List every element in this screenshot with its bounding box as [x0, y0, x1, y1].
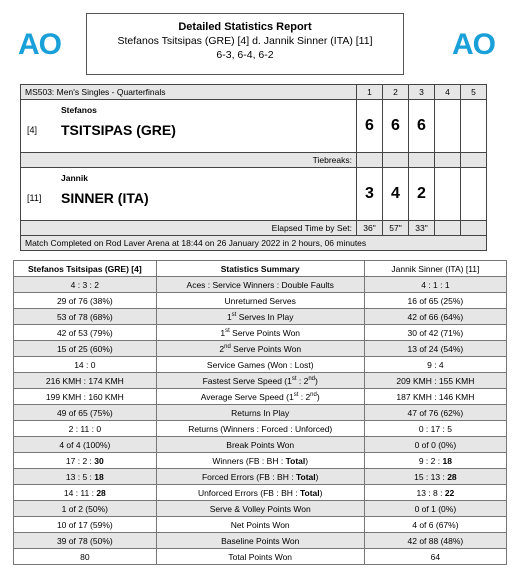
text-part: 17 : 2 : [65, 455, 95, 466]
text-part: 18 [94, 471, 104, 482]
player1-cell [21, 100, 357, 153]
text-part: 29 of 76 (38%) [56, 295, 113, 306]
text-part: 30 [94, 455, 104, 466]
stats-row [14, 421, 507, 437]
stat-label [156, 341, 364, 357]
match-completion-note: Match Completed on Rod Laver Arena at 18:44 on 26 January 2022 in 2 hours, 06 minutes [21, 236, 487, 251]
player1-stat [14, 533, 157, 549]
text-part: 9 : 4 [427, 359, 444, 370]
player1-set-score [461, 100, 487, 153]
set-number: 3 [409, 85, 435, 100]
elapsed-time: 57" [383, 221, 409, 236]
player1-stat [14, 517, 157, 533]
text-part: 14 : 11 : [63, 487, 97, 498]
report-title: Detailed Statistics Report [178, 21, 312, 33]
match-subtitle: Stefanos Tsitsipas (GRE) [4] d. Jannik Sinner (ITA) [11] [117, 35, 373, 47]
text-part: Total [299, 487, 320, 498]
text-part: 2 [219, 343, 225, 354]
set-number: 1 [357, 85, 383, 100]
text-part: 64 [430, 551, 441, 562]
stat-label [156, 389, 364, 405]
text-part: 16 of 65 (25%) [407, 295, 464, 306]
player1-stat [14, 357, 157, 373]
text-part: Aces : Service Winners : Double Faults [186, 279, 334, 290]
player1-last-name: TSITSIPAS (GRE) [61, 122, 176, 138]
text-part: Serve & Volley Points Won [209, 503, 311, 514]
player1-set-score: 6 [357, 100, 383, 153]
text-part: 28 [96, 487, 106, 498]
stat-label [156, 501, 364, 517]
stats-header-player1: Stefanos Tsitsipas (GRE) [4] [14, 261, 157, 277]
text-part: : 2 [296, 375, 309, 386]
elapsed-time [461, 221, 487, 236]
stats-row [14, 437, 507, 453]
text-part: Serve Points Won [229, 327, 301, 338]
player1-set-score: 6 [409, 100, 435, 153]
player2-stat [364, 325, 506, 341]
text-part: 187 KMH : 146 KMH [396, 391, 475, 402]
text-part: ) [315, 375, 318, 386]
player2-stat [364, 453, 506, 469]
ao-logo-left: AO [18, 28, 61, 61]
tiebreak-cell [435, 153, 461, 168]
stat-label [156, 453, 364, 469]
player2-stat [364, 549, 506, 565]
player2-set-score [461, 168, 487, 221]
stat-label [156, 405, 364, 421]
player1-first-name: Stefanos [61, 105, 97, 115]
player2-stat [364, 517, 506, 533]
player2-set-score: 2 [409, 168, 435, 221]
text-part: 39 of 78 (50%) [56, 535, 113, 546]
text-part: Baseline Points Won [221, 535, 300, 546]
text-part: 0 : 17 : 5 [418, 423, 452, 434]
text-part: 4 of 6 (67%) [412, 519, 459, 530]
stats-row [14, 405, 507, 421]
player2-set-score: 3 [357, 168, 383, 221]
text-part: 4 of 4 (100%) [59, 439, 111, 450]
text-part: 9 : 2 : [418, 455, 443, 466]
player1-stat [14, 421, 157, 437]
superscript: st [293, 391, 299, 398]
stats-row [14, 533, 507, 549]
stats-row [14, 389, 507, 405]
text-part: 14 : 0 [74, 359, 96, 370]
text-part: 30 of 42 (71%) [407, 327, 464, 338]
set-number: 4 [435, 85, 461, 100]
stat-label [156, 517, 364, 533]
stat-label [156, 437, 364, 453]
text-part: Total [285, 455, 306, 466]
stat-label [156, 293, 364, 309]
text-part: Average Serve Speed (1 [200, 391, 294, 402]
stats-row [14, 517, 507, 533]
text-part: 209 KMH : 155 KMH [396, 375, 475, 386]
stats-row [14, 453, 507, 469]
tiebreak-cell [357, 153, 383, 168]
player1-stat [14, 469, 157, 485]
elapsed-time: 33" [409, 221, 435, 236]
text-part: Unreturned Serves [224, 295, 296, 306]
text-part: ) [316, 391, 320, 402]
text-part: 13 : 8 : [416, 487, 445, 498]
statistics-table [13, 260, 507, 565]
stat-label [156, 373, 364, 389]
stats-row [14, 357, 507, 373]
text-part: 18 [442, 455, 452, 466]
stats-row [14, 325, 507, 341]
elapsed-time: 36" [357, 221, 383, 236]
text-part: 1 of 2 (50%) [61, 503, 108, 514]
text-part: Total [295, 471, 316, 482]
text-part: Net Points Won [230, 519, 290, 530]
player1-seed: [4] [27, 125, 38, 135]
text-part: 49 of 65 (75%) [56, 407, 113, 418]
player1-stat [14, 501, 157, 517]
player2-stat [364, 501, 506, 517]
tiebreak-cell [461, 153, 487, 168]
player1-set-score: 6 [383, 100, 409, 153]
player1-stat [14, 549, 157, 565]
superscript: st [225, 327, 230, 334]
set-number: 5 [461, 85, 487, 100]
text-part: 1 [226, 311, 232, 322]
player1-stat [14, 373, 157, 389]
stat-label [156, 485, 364, 501]
text-part: Fastest Serve Speed (1 [202, 375, 292, 386]
player2-stat [364, 277, 506, 293]
stat-label [156, 309, 364, 325]
superscript: nd [224, 343, 231, 350]
set-number: 2 [383, 85, 409, 100]
stats-row [14, 341, 507, 357]
text-part: 47 of 76 (62%) [407, 407, 464, 418]
player2-stat [364, 309, 506, 325]
stat-label [156, 357, 364, 373]
player2-stat [364, 485, 506, 501]
text-part: ) [305, 455, 309, 466]
text-part: 15 of 25 (60%) [56, 343, 113, 354]
superscript: nd [308, 375, 316, 382]
player1-stat [14, 325, 157, 341]
player2-stat [364, 533, 506, 549]
text-part: 0 of 1 (0%) [414, 503, 457, 514]
text-part: 1 [220, 327, 226, 338]
player1-set-score [435, 100, 461, 153]
text-part: 42 of 66 (64%) [407, 311, 464, 322]
player2-stat [364, 469, 506, 485]
stats-header-player2: Jannik Sinner (ITA) [11] [364, 261, 506, 277]
text-part: 4 : 1 : 1 [421, 279, 450, 290]
tiebreaks-label: Tiebreaks: [21, 153, 357, 168]
player2-stat [364, 357, 506, 373]
player2-last-name: SINNER (ITA) [61, 190, 149, 206]
report-header [86, 13, 404, 75]
superscript: nd [310, 391, 317, 398]
stats-row [14, 293, 507, 309]
player1-stat [14, 309, 157, 325]
text-part: : 2 [298, 391, 311, 402]
player2-seed: [11] [27, 193, 42, 203]
text-part: 2 : 11 : 0 [68, 423, 102, 434]
player2-stat [364, 405, 506, 421]
stats-row [14, 485, 507, 501]
text-part: Returns In Play [231, 407, 290, 418]
player2-set-score: 4 [383, 168, 409, 221]
text-part: 28 [447, 471, 457, 482]
player2-cell [21, 168, 357, 221]
player1-stat [14, 341, 157, 357]
player2-stat [364, 437, 506, 453]
text-part: Winners (FB : BH : [212, 455, 286, 466]
text-part: Total Points Won [228, 551, 293, 562]
elapsed-time [435, 221, 461, 236]
ao-logo-right: AO [452, 28, 495, 61]
text-part: Break Points Won [226, 439, 295, 450]
stat-label [156, 325, 364, 341]
stats-row [14, 549, 507, 565]
stats-row [14, 309, 507, 325]
stats-header-summary: Statistics Summary [156, 261, 364, 277]
text-part: 80 [80, 551, 90, 562]
text-part: 13 of 24 (54%) [407, 343, 464, 354]
stats-row [14, 469, 507, 485]
text-part: 15 : 13 : [414, 471, 448, 482]
text-part: ) [315, 471, 319, 482]
scoreboard [20, 84, 487, 251]
player2-set-score [435, 168, 461, 221]
text-part: Serves In Play [236, 311, 294, 322]
player1-stat [14, 293, 157, 309]
match-score: 6-3, 6-4, 6-2 [216, 49, 274, 61]
player2-stat [364, 341, 506, 357]
text-part: 22 [444, 487, 455, 498]
player1-stat [14, 453, 157, 469]
stats-row [14, 501, 507, 517]
stat-label [156, 469, 364, 485]
player2-stat [364, 373, 506, 389]
player1-stat [14, 405, 157, 421]
stat-label [156, 533, 364, 549]
player1-stat [14, 437, 157, 453]
player1-stat [14, 277, 157, 293]
player2-first-name: Jannik [61, 173, 88, 183]
tiebreak-cell [409, 153, 435, 168]
stat-label [156, 421, 364, 437]
player2-stat [364, 293, 506, 309]
text-part: 13 : 5 : [65, 471, 95, 482]
stats-row [14, 373, 507, 389]
text-part: Unforced Errors (FB : BH : [197, 487, 300, 498]
superscript: st [291, 375, 297, 382]
text-part: 0 of 0 (0%) [414, 439, 457, 450]
player1-stat [14, 389, 157, 405]
player2-stat [364, 389, 506, 405]
match-label: MS503: Men's Singles - Quarterfinals [21, 85, 357, 100]
text-part: 53 of 78 (68%) [56, 311, 113, 322]
text-part: 10 of 17 (59%) [56, 519, 113, 530]
stats-body [14, 277, 507, 565]
text-part: 42 of 53 (79%) [56, 327, 113, 338]
text-part: Serve Points Won [230, 343, 302, 354]
player2-stat [364, 421, 506, 437]
tiebreak-cell [383, 153, 409, 168]
text-part: Returns (Winners : Forced : Unforced) [188, 423, 333, 434]
stat-label [156, 549, 364, 565]
text-part: 216 KMH : 174 KMH [45, 375, 124, 386]
elapsed-label: Elapsed Time by Set: [21, 221, 357, 236]
text-part: ) [319, 487, 323, 498]
superscript: st [231, 311, 237, 318]
player1-stat [14, 485, 157, 501]
text-part: 199 KMH : 160 KMH [45, 391, 124, 402]
text-part: Forced Errors (FB : BH : [201, 471, 296, 482]
text-part: Service Games (Won : Lost) [206, 359, 314, 370]
text-part: 4 : 3 : 2 [70, 279, 100, 290]
stat-label [156, 277, 364, 293]
text-part: 42 of 88 (48%) [407, 535, 464, 546]
stats-row [14, 277, 507, 293]
